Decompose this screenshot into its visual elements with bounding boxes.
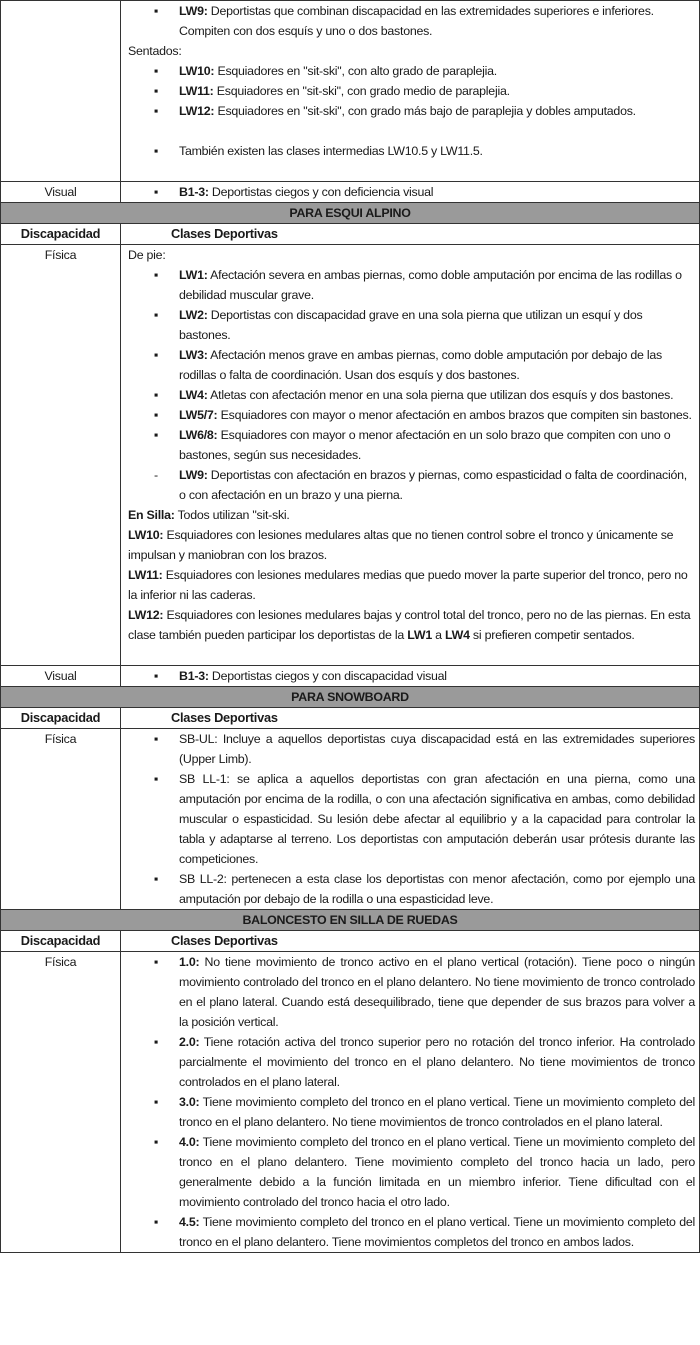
class-description: SB-UL: Incluye a aquellos deportistas cuya discapacidad está en las extremidades superiores (Upper Limb).: [179, 732, 695, 766]
class-code: 2.0:: [179, 1035, 200, 1049]
class-code: LW10:: [179, 64, 215, 78]
bullet-icon: ▪: [154, 308, 159, 322]
class-description: También existen las clases intermedias LW10.5 y LW11.5.: [179, 144, 483, 158]
list-item: [128, 1212, 695, 1252]
column-header-discapacidad: Discapacidad: [1, 931, 121, 952]
disability-label: Visual: [1, 182, 121, 203]
table-row: [1, 245, 700, 666]
disability-label: Física: [1, 729, 121, 910]
list-item: [128, 952, 695, 1032]
list-item: [128, 141, 695, 161]
list-item: [128, 182, 695, 202]
bullet-icon: ▪: [154, 4, 159, 18]
class-description: Esquiadores con lesiones medulares altas que no tienen control sobre el tronco y únicamente se impulsan y maniobran con los brazos.: [128, 528, 674, 562]
sport-classes-cell: [121, 952, 700, 1253]
class-description: Deportistas ciegos y con discapacidad visual: [208, 669, 447, 683]
class-description: De pie:: [128, 248, 166, 262]
class-description: Esquiadores en "sit-ski", con grado medio de paraplejia.: [213, 84, 510, 98]
list-item: [128, 1, 695, 41]
sport-classes-cell: [121, 245, 700, 666]
list-item: [128, 345, 695, 385]
class-description: Tiene movimiento completo del tronco en el plano vertical. Tiene un movimiento completo del tronco en el plano delantero. Tiene movimientos completos del tronco en ambos lados.: [179, 1215, 695, 1249]
column-header-clases: Clases Deportivas: [121, 931, 700, 952]
class-code: 4.5:: [179, 1215, 200, 1229]
class-code: B1-3:: [179, 185, 209, 199]
class-description: Esquiadores con mayor o menor afectación en un solo brazo que compiten con uno o bastones, según sus necesidades.: [179, 428, 671, 462]
list-item: [128, 425, 695, 465]
list-item: [128, 869, 695, 909]
bullet-icon: ▪: [154, 1035, 159, 1049]
bullet-icon: ▪: [154, 669, 159, 683]
bullet-icon: ▪: [154, 1215, 159, 1229]
section-header: [1, 687, 700, 708]
sport-classes-cell: [121, 1, 700, 182]
list-item: [128, 61, 695, 81]
class-code: LW2:: [179, 308, 208, 322]
class-code: LW6/8:: [179, 428, 218, 442]
bullet-icon: ▪: [154, 348, 159, 362]
class-description: No tiene movimiento de tronco activo en el plano vertical (rotación). Tiene poco o ningún movimiento controlado del tronco en el plano delantero. No tiene movimiento de tronco controlado en el plano lateral. Cuando está desequilibrado, tiene que depender de sus brazos para volver a la posición vertical.: [179, 955, 695, 1029]
list-item: [128, 265, 695, 305]
column-header-row: [1, 931, 700, 952]
sport-classes-cell: [121, 666, 700, 687]
list-item: [128, 1092, 695, 1132]
section-header: [1, 203, 700, 224]
section-header: [1, 910, 700, 931]
disability-label: Física: [1, 952, 121, 1253]
column-header-row: [1, 708, 700, 729]
blank-line: [128, 161, 695, 181]
list-item: [128, 405, 695, 425]
class-description: SB LL-1: se aplica a aquellos deportistas con gran afectación en una pierna, como una amputación por encima de la rodilla, o con una afectación significativa en ambas, como debilidad muscular o espasticidad. Su lesión debe afectar al equilibrio y a la capacidad para controlar la tabla y adaptarse al terreno. Los deportistas con amputación deberán usar prótesis durante las competiciones.: [179, 772, 695, 866]
table-row: [1, 952, 700, 1253]
class-description: Atletas con afectación menor en una sola pierna que utilizan dos esquís y dos bastones.: [207, 388, 674, 402]
bullet-icon: ▪: [154, 732, 159, 746]
class-description: Todos utilizan "sit-ski.: [174, 508, 290, 522]
class-code: LW1:: [179, 268, 208, 282]
class-description: Tiene movimiento completo del tronco en el plano vertical. Tiene un movimiento completo del tronco en el plano delantero. Tiene movimiento completo del tronco hacia un lado, pero generalmente debido a la función limitada en un miembro inferior. Tiene dificultad con el movimiento controlado del tronco hacia el otro lado.: [179, 1135, 695, 1209]
bullet-icon: ▪: [154, 185, 159, 199]
list-item: [128, 305, 695, 345]
bullet-icon: ▪: [154, 144, 159, 158]
column-header-clases: Clases Deportivas: [121, 708, 700, 729]
bullet-icon: ▪: [154, 84, 159, 98]
list-item: [128, 666, 695, 686]
blank-line: [128, 121, 695, 141]
list-item: [128, 81, 695, 101]
paragraph: [128, 525, 695, 565]
bullet-icon: ▪: [154, 64, 159, 78]
sport-classes-cell: [121, 182, 700, 203]
class-description: Deportistas ciegos y con deficiencia visual: [208, 185, 434, 199]
class-code: LW4:: [179, 388, 208, 402]
paragraph: [128, 41, 695, 61]
bullet-icon: ▪: [154, 1135, 159, 1149]
class-code: LW1: [407, 628, 432, 642]
list-item: [128, 385, 695, 405]
class-description: Esquiadores en "sit-ski", con grado más bajo de paraplejia y dobles amputados.: [214, 104, 636, 118]
list-item: [128, 769, 695, 869]
blank-line: [128, 645, 695, 665]
class-code: LW3:: [179, 348, 208, 362]
list-item: [128, 101, 695, 121]
class-code: LW5/7:: [179, 408, 218, 422]
bullet-icon: ▪: [154, 388, 159, 402]
paragraph: [128, 605, 695, 645]
table-row: [1, 666, 700, 687]
table-row: [1, 182, 700, 203]
class-code: LW9:: [179, 4, 208, 18]
section-title: PARA SNOWBOARD: [1, 687, 700, 708]
class-code: LW11:: [179, 84, 214, 98]
class-description: Afectación severa en ambas piernas, como doble amputación por encima de las rodillas o debilidad muscular grave.: [179, 268, 682, 302]
class-description: Afectación menos grave en ambas piernas, como doble amputación por debajo de las rodillas o falta de coordinación. Usan dos esquís y dos bastones.: [179, 348, 662, 382]
bullet-icon: ▪: [154, 428, 159, 442]
paragraph: [128, 245, 695, 265]
table-row: [1, 1, 700, 182]
column-header-discapacidad: Discapacidad: [1, 224, 121, 245]
class-code: En Silla:: [128, 508, 175, 522]
bullet-icon: -: [154, 468, 158, 482]
paragraph: [128, 505, 695, 525]
bullet-icon: ▪: [154, 104, 159, 118]
class-code: 1.0:: [179, 955, 200, 969]
disability-label: [1, 1, 121, 182]
bullet-icon: ▪: [154, 872, 159, 886]
class-code: 3.0:: [179, 1095, 200, 1109]
text: a: [431, 628, 445, 642]
class-code: LW11:: [128, 568, 163, 582]
class-code: LW12:: [179, 104, 215, 118]
disability-label: Física: [1, 245, 121, 666]
class-description: Deportistas con afectación en brazos y piernas, como espasticidad o falta de coordinación, o con afectación en un brazo y una pierna.: [179, 468, 687, 502]
class-code: LW9:: [179, 468, 208, 482]
disability-label: Visual: [1, 666, 121, 687]
column-header-clases: Clases Deportivas: [121, 224, 700, 245]
class-code: LW12:: [128, 608, 164, 622]
list-item: [128, 1132, 695, 1212]
section-title: PARA ESQUI ALPINO: [1, 203, 700, 224]
bullet-icon: ▪: [154, 955, 159, 969]
class-code: LW4: [445, 628, 470, 642]
class-description: Esquiadores en "sit-ski", con alto grado de paraplejia.: [214, 64, 497, 78]
list-item: [128, 729, 695, 769]
class-description: Esquiadores con mayor o menor afectación en ambos brazos que compiten sin bastones.: [217, 408, 692, 422]
bullet-icon: ▪: [154, 1095, 159, 1109]
class-code: B1-3:: [179, 669, 209, 683]
column-header-discapacidad: Discapacidad: [1, 708, 121, 729]
class-code: LW10:: [128, 528, 164, 542]
class-description: Esquiadores con lesiones medulares medias que puedo mover la parte superior del tronco, pero no la inferior ni las caderas.: [128, 568, 688, 602]
list-item: [128, 1032, 695, 1092]
class-description: Deportistas con discapacidad grave en una sola pierna que utilizan un esquí y dos bastones.: [179, 308, 643, 342]
column-header-row: [1, 224, 700, 245]
text: si prefieren competir sentados.: [469, 628, 635, 642]
section-title: BALONCESTO EN SILLA DE RUEDAS: [1, 910, 700, 931]
table-row: [1, 729, 700, 910]
class-description: Sentados:: [128, 44, 182, 58]
sport-classes-cell: [121, 729, 700, 910]
class-description: Esquiadores con lesiones medulares bajas y control total del tronco, pero no de las piernas. En esta clase también pueden participar los deportistas de la: [128, 608, 691, 642]
list-item: [128, 465, 695, 505]
bullet-icon: ▪: [154, 772, 159, 786]
bullet-icon: ▪: [154, 268, 159, 282]
bullet-icon: ▪: [154, 408, 159, 422]
class-code: 4.0:: [179, 1135, 200, 1149]
paragraph: [128, 565, 695, 605]
class-description: Tiene rotación activa del tronco superior pero no rotación del tronco inferior. Ha controlado parcialmente el movimiento del tronco en el plano delantero. No tiene movimientos de tronco controlados en el plano lateral.: [179, 1035, 695, 1089]
class-description: Deportistas que combinan discapacidad en las extremidades superiores e inferiores. Compiten con dos esquís y uno o dos bastones.: [179, 4, 654, 38]
class-description: Tiene movimiento completo del tronco en el plano vertical. Tiene un movimiento completo del tronco en el plano delantero. No tiene movimientos de tronco controlados en el plano lateral.: [179, 1095, 695, 1129]
class-description: SB LL-2: pertenecen a esta clase los deportistas con menor afectación, como por ejemplo una amputación por debajo de la rodilla o una espasticidad leve.: [179, 872, 695, 906]
